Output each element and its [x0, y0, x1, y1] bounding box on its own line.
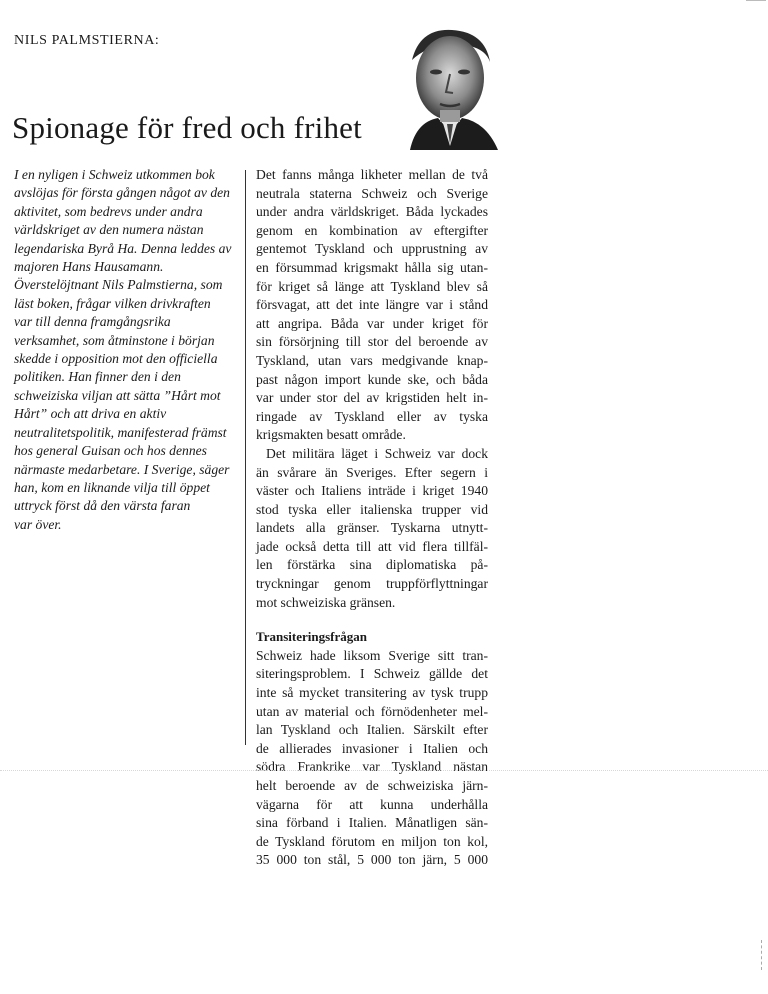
body-line: Det fanns många likheter mellan de två — [256, 167, 488, 182]
section-subheading: Transiteringsfrågan — [256, 629, 367, 645]
intro-line: legendariska Byrå Ha. Denna leddes av — [14, 240, 232, 256]
body-line: väster och Italiens inträde i kriget 1940 — [256, 483, 488, 499]
body-line: len förstärka sina diplomatiska på- — [256, 557, 488, 573]
intro-line: neutralitetspolitik, manifesterad främst — [14, 424, 227, 440]
paragraph-2 — [256, 445, 488, 612]
body-line: inte så mycket transitering av tysk trupp — [256, 685, 488, 701]
body-column — [256, 166, 488, 870]
body-line: för kriget så länge att Tyskland blev så — [256, 278, 488, 294]
body-line: Tyskland, utan vars medgivande knap- — [256, 352, 488, 368]
author-byline: NILS PALMSTIERNA: — [14, 33, 160, 48]
body-line: gentemot Tyskland och upprustning av — [256, 241, 488, 257]
body-line: södra Frankrike var Tyskland nästan — [256, 759, 488, 775]
body-line: ringade av Tyskland eller av tyska — [256, 408, 488, 424]
body-line: lan Tyskland och Italien. Särskilt efter — [256, 722, 488, 738]
intro-line: närmaste medarbetare. I Sverige, säger — [14, 461, 230, 477]
intro-line: skedde i opposition mot den officiella — [14, 351, 218, 367]
body-line: försvagat, att det inte längre var i stånd — [256, 297, 488, 313]
body-line: neutrala staterna Schweiz och Sverige — [256, 185, 488, 201]
body-line: var under stor del av krigstiden helt in- — [256, 390, 488, 406]
scan-edge-mark — [761, 940, 766, 970]
body-line: än svårare än Sveriges. Efter segern i — [256, 464, 488, 480]
body-line: utan av material och förnödenheter mel- — [256, 703, 488, 719]
intro-line: uttryck först då den värsta faran — [14, 498, 191, 514]
intro-line: hos general Guisan och hos dennes — [14, 443, 207, 459]
intro-line: Överstelöjtnant Nils Palmstierna, som — [14, 277, 223, 293]
body-line: tryckningar genom truppförflyttningar — [256, 576, 488, 592]
body-line: de allierades invasioner i Italien och — [256, 740, 488, 756]
intro-line: majoren Hans Hausamann. — [14, 259, 164, 275]
body-line: vägarna för att kunna underhålla — [256, 796, 488, 812]
body-line: Schweiz hade liksom Sverige sitt tran- — [256, 647, 488, 663]
body-line: helt beroende av de schweiziska järn- — [256, 778, 488, 793]
intro-line: världskriget av den numera nästan — [14, 222, 204, 238]
intro-line: avslöjas för första gången något av den — [14, 185, 230, 201]
intro-line: I en nyligen i Schweiz utkommen bok — [14, 167, 215, 182]
body-line: att angripa. Båda var under kriget för — [256, 315, 488, 331]
body-line: under andra världskriget. Båda lyckades — [256, 204, 488, 220]
body-line: en försummad krigsmakt hålla sig utan- — [256, 259, 488, 275]
paragraph-1 — [256, 166, 488, 445]
body-line: siteringsproblem. I Schweiz gällde det — [256, 666, 488, 682]
intro-line: Hårt” och att driva en aktiv — [14, 406, 167, 422]
body-line: sin försörjning till stor del beroende av — [256, 334, 488, 350]
body-line: 35 000 ton stål, 5 000 ton järn, 5 000 — [256, 852, 488, 868]
intro-line: var till denna framgångsrika — [14, 314, 171, 330]
body-line: past någon import kunde ske, och båda — [256, 371, 488, 387]
intro-line: politiken. Han finner den i den — [14, 369, 181, 385]
intro-line: läst boken, frågar vilken drivkraften — [14, 295, 211, 311]
paragraph-3 — [256, 647, 488, 870]
body-line: jade också detta till att vid flera tillfäl- — [256, 538, 488, 554]
portrait-photo-icon — [390, 20, 510, 150]
body-line: Det militära läget i Schweiz var dock — [266, 445, 488, 461]
body-line: mot schweiziska gränsen. — [256, 594, 396, 610]
intro-line: han, kom en liknande vilja till öppet — [14, 479, 210, 495]
intro-line: aktivitet, som bedrevs under andra — [14, 203, 203, 219]
intro-column — [14, 166, 240, 534]
body-line: genom en kombination av eftergifter — [256, 222, 488, 238]
column-divider — [245, 170, 246, 745]
body-line: sina förband i Italien. Månatligen sän- — [256, 815, 488, 831]
intro-line: schweiziska viljan att sätta ”Hårt mot — [14, 387, 221, 403]
intro-line: var över. — [14, 516, 62, 532]
body-line: stod tyska eller italienska trupper vid — [256, 501, 488, 517]
body-line: landets alla gränser. Tyskarna utnytt- — [256, 520, 488, 536]
body-line: de Tyskland förutom en miljon ton kol, — [256, 833, 488, 849]
scan-artifact-line — [0, 770, 768, 772]
article-title: Spionage för fred och frihet — [12, 110, 362, 145]
intro-line: verksamhet, som åtminstone i början — [14, 332, 215, 348]
scan-corner-mark — [746, 0, 766, 1]
body-line: krigsmakten besatt område. — [256, 427, 406, 443]
